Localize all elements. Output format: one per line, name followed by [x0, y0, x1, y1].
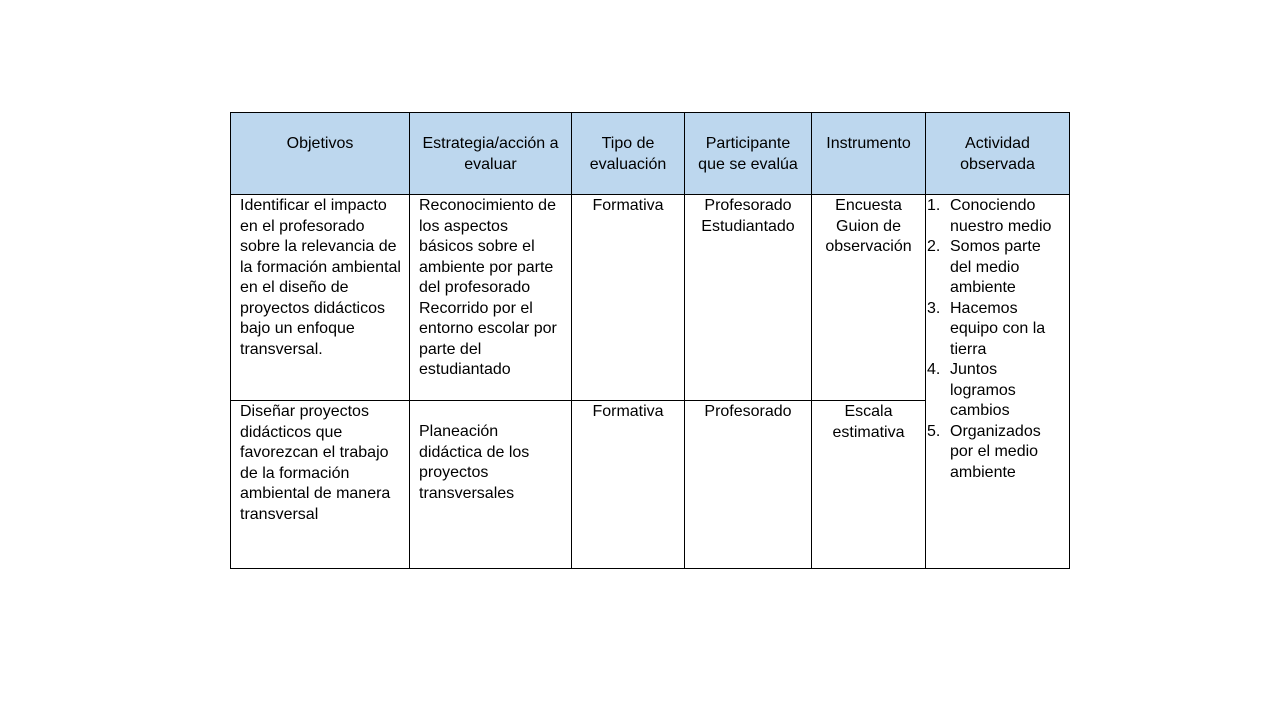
cell-tipo: Formativa — [572, 195, 685, 401]
instrumento-item: Guion de observación — [825, 217, 912, 255]
header-estrategia: Estrategia/acción a evaluar — [410, 113, 572, 195]
cell-tipo: Formativa — [572, 401, 685, 569]
instrumento-item: Encuesta — [835, 197, 902, 214]
list-item: Somos parte del medio ambiente — [950, 238, 1041, 296]
evaluation-table — [230, 112, 1070, 569]
header-participante: Participante que se evalúa — [685, 113, 812, 195]
list-item: Organizados por el medio ambiente — [950, 422, 1041, 481]
cell-objetivo: Diseñar proyectos didácticos que favorezcan el trabajo de la formación ambiental de manera transversal — [231, 401, 410, 569]
cell-participante — [685, 401, 812, 569]
cell-participante — [685, 195, 812, 401]
cell-instrumento — [812, 195, 926, 401]
header-actividad: Actividad observada — [926, 113, 1070, 195]
participante-item: Estudiantado — [701, 217, 795, 235]
participante-item: Profesorado — [704, 197, 792, 214]
cell-actividad — [926, 195, 1070, 569]
header-tipo: Tipo de evaluación — [572, 113, 685, 195]
cell-objetivo: Identificar el impacto en el profesorado sobre la relevancia de la formación ambiental en el diseño de proyectos didácticos bajo un enfoque transversal. — [231, 195, 410, 401]
cell-estrategia — [410, 401, 572, 569]
instrumento-item: Escala estimativa — [832, 403, 905, 441]
list-item: Conociendo nuestro medio — [950, 197, 1052, 235]
list-item: Juntos logramos cambios — [950, 361, 1016, 419]
header-objetivos: Objetivos — [231, 113, 410, 195]
estrategia-item: Reconocimiento de los aspectos básicos sobre el ambiente por parte del profesorado — [419, 197, 556, 296]
estrategia-item: Recorrido por el entorno escolar por parte del estudiantado — [419, 299, 557, 378]
actividades-list — [926, 195, 1069, 483]
table-row — [231, 195, 1070, 401]
list-item: Hacemos equipo con la tierra — [950, 299, 1046, 358]
table-header-row — [231, 113, 1070, 195]
header-instrumento: Instrumento — [812, 113, 926, 195]
estrategia-item: Planeación didáctica de los proyectos transversales — [419, 423, 530, 502]
cell-estrategia — [410, 195, 572, 401]
participante-item: Profesorado — [704, 403, 792, 420]
cell-instrumento — [812, 401, 926, 569]
